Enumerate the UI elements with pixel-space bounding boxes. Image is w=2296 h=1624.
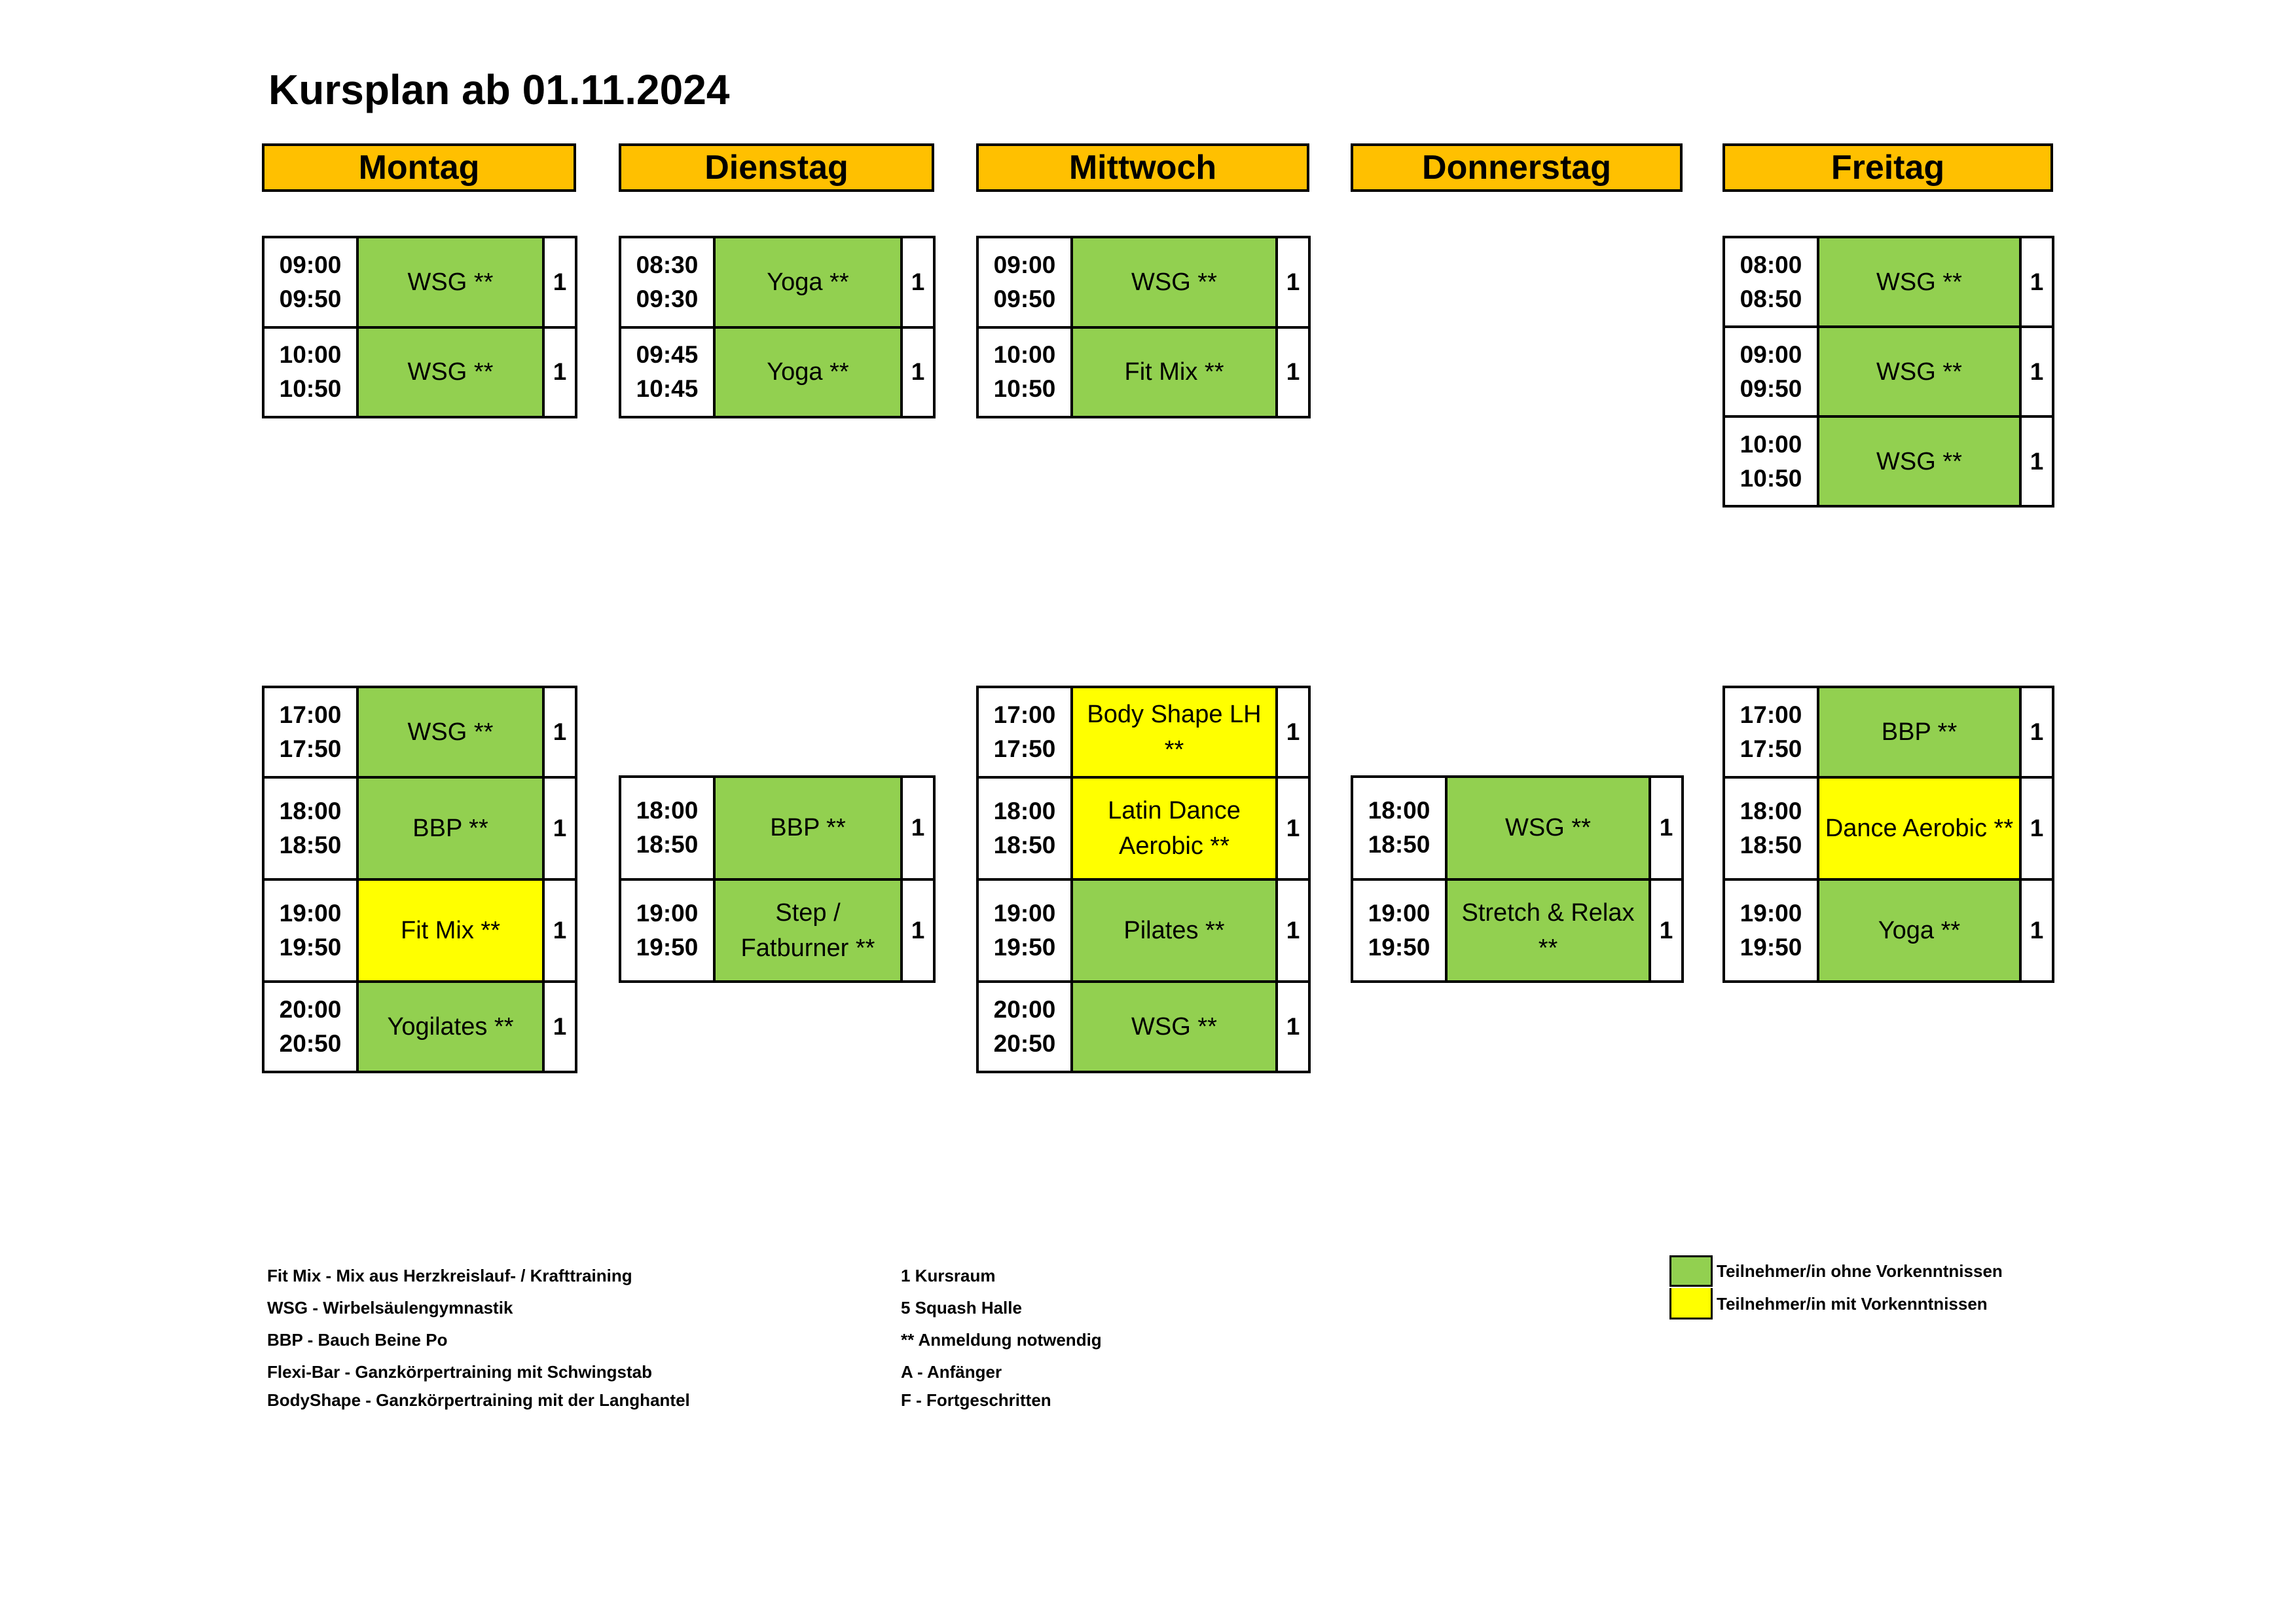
end-time: 18:50 [1368, 831, 1430, 858]
color-legend-label: Teilnehmer/in ohne Vorkenntnissen [1717, 1261, 2003, 1281]
time-cell [979, 983, 1073, 1071]
room-number: 1 [2030, 718, 2044, 746]
schedule-row [1353, 778, 1681, 878]
yellow-swatch [1669, 1288, 1713, 1320]
room-number: 1 [911, 358, 925, 386]
end-time: 19:50 [1368, 933, 1430, 961]
end-time: 09:30 [636, 285, 699, 312]
end-time: 10:50 [279, 375, 342, 403]
schedule-row [979, 878, 1308, 980]
day-header-dienstag: Dienstag [619, 143, 934, 192]
evening-block-montag [262, 686, 577, 1073]
schedule-row [1353, 878, 1681, 981]
end-time: 10:50 [993, 375, 1056, 403]
start-time: 19:00 [1740, 900, 1802, 927]
start-time: 10:00 [279, 341, 342, 369]
time-cell [1353, 778, 1448, 878]
course-name: Yoga ** [1819, 881, 2022, 980]
schedule-row [264, 238, 575, 326]
course-name: Dance Aerobic ** [1819, 779, 2022, 878]
room-number: 1 [1659, 916, 1673, 944]
end-time: 09:50 [993, 285, 1056, 312]
room-number: 1 [1286, 268, 1300, 295]
schedule-row [979, 326, 1308, 416]
legend-item: Flexi-Bar - Ganzkörpertraining mit Schwingstab [267, 1362, 652, 1382]
green-swatch [1669, 1255, 1713, 1287]
schedule-row [979, 776, 1308, 878]
legend-item: 5 Squash Halle [901, 1298, 1022, 1318]
room-number: 1 [911, 916, 925, 944]
time-cell [1725, 328, 1819, 415]
start-time: 19:00 [1368, 899, 1430, 927]
start-time: 18:00 [1368, 797, 1430, 824]
legend-item: 1 Kursraum [901, 1266, 996, 1285]
color-legend-row [1669, 1255, 2003, 1287]
course-name: Fit Mix ** [1073, 329, 1278, 416]
time-cell [1725, 418, 1819, 505]
course-name: WSG ** [1819, 328, 2022, 415]
room-number: 1 [911, 814, 925, 841]
start-time: 20:00 [993, 995, 1056, 1023]
end-time: 09:50 [279, 285, 342, 312]
end-time: 17:50 [993, 735, 1056, 763]
course-name: Yoga ** [716, 238, 903, 326]
end-time: 20:50 [279, 1029, 342, 1057]
end-time: 10:50 [1740, 464, 1802, 492]
color-legend-row [1669, 1287, 2003, 1320]
room-number: 1 [1286, 815, 1300, 842]
time-cell [621, 238, 716, 326]
schedule-row [264, 980, 575, 1071]
morning-block-mittwoch [976, 236, 1311, 418]
schedule-row [264, 688, 575, 776]
start-time: 20:00 [279, 995, 342, 1023]
schedule-row [264, 326, 575, 416]
schedule-row [1725, 238, 2052, 325]
end-time: 18:50 [636, 831, 699, 858]
start-time: 09:45 [636, 341, 699, 369]
time-cell [1725, 688, 1819, 776]
room-number: 1 [911, 268, 925, 295]
end-time: 18:50 [1740, 832, 1802, 859]
course-name: Fit Mix ** [359, 881, 545, 980]
end-time: 19:50 [636, 933, 699, 961]
schedule-row [621, 778, 933, 878]
time-cell [621, 778, 716, 878]
start-time: 17:00 [1740, 701, 1802, 729]
end-time: 09:50 [1740, 375, 1802, 402]
schedule-row [1725, 325, 2052, 415]
room-number: 1 [553, 815, 567, 842]
end-time: 17:50 [1740, 735, 1802, 763]
course-name: WSG ** [1819, 418, 2022, 505]
start-time: 09:00 [1740, 341, 1802, 368]
time-cell [264, 329, 359, 416]
page-title: Kursplan ab 01.11.2024 [268, 66, 730, 113]
end-time: 18:50 [279, 832, 342, 859]
room-number: 1 [553, 916, 567, 944]
end-time: 19:50 [279, 933, 342, 961]
room-number: 1 [553, 358, 567, 386]
time-cell [979, 688, 1073, 776]
time-cell [1353, 881, 1448, 981]
start-time: 18:00 [636, 797, 699, 824]
end-time: 08:50 [1740, 285, 1802, 312]
end-time: 20:50 [993, 1029, 1056, 1057]
course-name: WSG ** [359, 329, 545, 416]
course-name: WSG ** [1073, 983, 1278, 1071]
start-time: 08:30 [636, 251, 699, 278]
morning-block-dienstag [619, 236, 936, 418]
course-name: WSG ** [359, 688, 545, 776]
legend-item: F - Fortgeschritten [901, 1390, 1051, 1410]
abbreviation-legend [267, 1260, 690, 1416]
time-cell [979, 881, 1073, 980]
notes-legend [901, 1260, 1102, 1416]
end-time: 18:50 [993, 832, 1056, 859]
room-number: 1 [1286, 358, 1300, 386]
schedule-row [264, 878, 575, 980]
time-cell [264, 881, 359, 980]
room-number: 1 [2030, 358, 2044, 385]
color-legend [1669, 1255, 2003, 1320]
evening-block-mittwoch [976, 686, 1311, 1073]
course-name: Latin Dance Aerobic ** [1073, 779, 1278, 878]
time-cell [621, 329, 716, 416]
course-name: Stretch & Relax ** [1448, 881, 1651, 981]
room-number: 1 [2030, 815, 2044, 842]
time-cell [1725, 238, 1819, 325]
start-time: 18:00 [279, 798, 342, 825]
evening-block-freitag [1722, 686, 2054, 983]
course-name: WSG ** [1819, 238, 2022, 325]
room-number: 1 [2030, 268, 2044, 295]
schedule-row [1725, 878, 2052, 980]
time-cell [621, 881, 716, 981]
time-cell [264, 779, 359, 878]
legend-item: A - Anfänger [901, 1362, 1002, 1382]
course-name: Yoga ** [716, 329, 903, 416]
course-name: WSG ** [1073, 238, 1278, 326]
start-time: 19:00 [636, 899, 699, 927]
time-cell [979, 238, 1073, 326]
start-time: 19:00 [279, 899, 342, 927]
start-time: 18:00 [993, 798, 1056, 825]
legend-item: ** Anmeldung notwendig [901, 1330, 1102, 1350]
day-header-montag: Montag [262, 143, 576, 192]
course-name: Pilates ** [1073, 881, 1278, 980]
end-time: 10:45 [636, 375, 699, 403]
end-time: 19:50 [1740, 934, 1802, 961]
end-time: 19:50 [993, 933, 1056, 961]
legend-item: BBP - Bauch Beine Po [267, 1330, 448, 1350]
start-time: 17:00 [279, 701, 342, 729]
evening-block-dienstag [619, 775, 936, 983]
room-number: 1 [553, 268, 567, 295]
start-time: 17:00 [993, 701, 1056, 729]
schedule-row [264, 776, 575, 878]
schedule-row [979, 980, 1308, 1071]
legend-item: WSG - Wirbelsäulengymnastik [267, 1298, 513, 1318]
room-number: 1 [1659, 814, 1673, 841]
legend-item: BodyShape - Ganzkörpertraining mit der Langhantel [267, 1390, 690, 1410]
time-cell [979, 779, 1073, 878]
legend-item: Fit Mix - Mix aus Herzkreislauf- / Krafttraining [267, 1266, 632, 1285]
start-time: 08:00 [1740, 251, 1802, 278]
room-number: 1 [2030, 447, 2044, 475]
start-time: 19:00 [993, 899, 1056, 927]
room-number: 1 [1286, 718, 1300, 746]
day-header-freitag: Freitag [1722, 143, 2053, 192]
course-name: WSG ** [359, 238, 545, 326]
color-legend-label: Teilnehmer/in mit Vorkenntnissen [1717, 1293, 1988, 1314]
room-number: 1 [1286, 916, 1300, 944]
day-header-mittwoch: Mittwoch [976, 143, 1309, 192]
room-number: 1 [553, 1012, 567, 1040]
course-name: BBP ** [716, 778, 903, 878]
schedule-row [621, 238, 933, 326]
course-name: BBP ** [359, 779, 545, 878]
course-name: WSG ** [1448, 778, 1651, 878]
schedule-row [1725, 688, 2052, 776]
course-name: Body Shape LH ** [1073, 688, 1278, 776]
time-cell [264, 983, 359, 1071]
time-cell [979, 329, 1073, 416]
schedule-row [1725, 776, 2052, 878]
time-cell [1725, 881, 1819, 980]
time-cell [1725, 779, 1819, 878]
schedule-row [621, 326, 933, 416]
room-number: 1 [2030, 917, 2044, 944]
day-header-donnerstag: Donnerstag [1351, 143, 1683, 192]
schedule-row [1725, 415, 2052, 505]
room-number: 1 [553, 718, 567, 746]
start-time: 18:00 [1740, 798, 1802, 825]
schedule-row [621, 878, 933, 981]
course-name: Yogilates ** [359, 983, 545, 1071]
end-time: 17:50 [279, 735, 342, 763]
start-time: 10:00 [1740, 430, 1802, 458]
start-time: 09:00 [279, 251, 342, 278]
time-cell [264, 238, 359, 326]
morning-block-freitag [1722, 236, 2054, 507]
schedule-row [979, 688, 1308, 776]
schedule-row [979, 238, 1308, 326]
room-number: 1 [1286, 1012, 1300, 1040]
start-time: 10:00 [993, 341, 1056, 369]
time-cell [264, 688, 359, 776]
course-name: Step / Fatburner ** [716, 881, 903, 981]
start-time: 09:00 [993, 251, 1056, 278]
course-name: BBP ** [1819, 688, 2022, 776]
morning-block-montag [262, 236, 577, 418]
evening-block-donnerstag [1351, 775, 1684, 983]
